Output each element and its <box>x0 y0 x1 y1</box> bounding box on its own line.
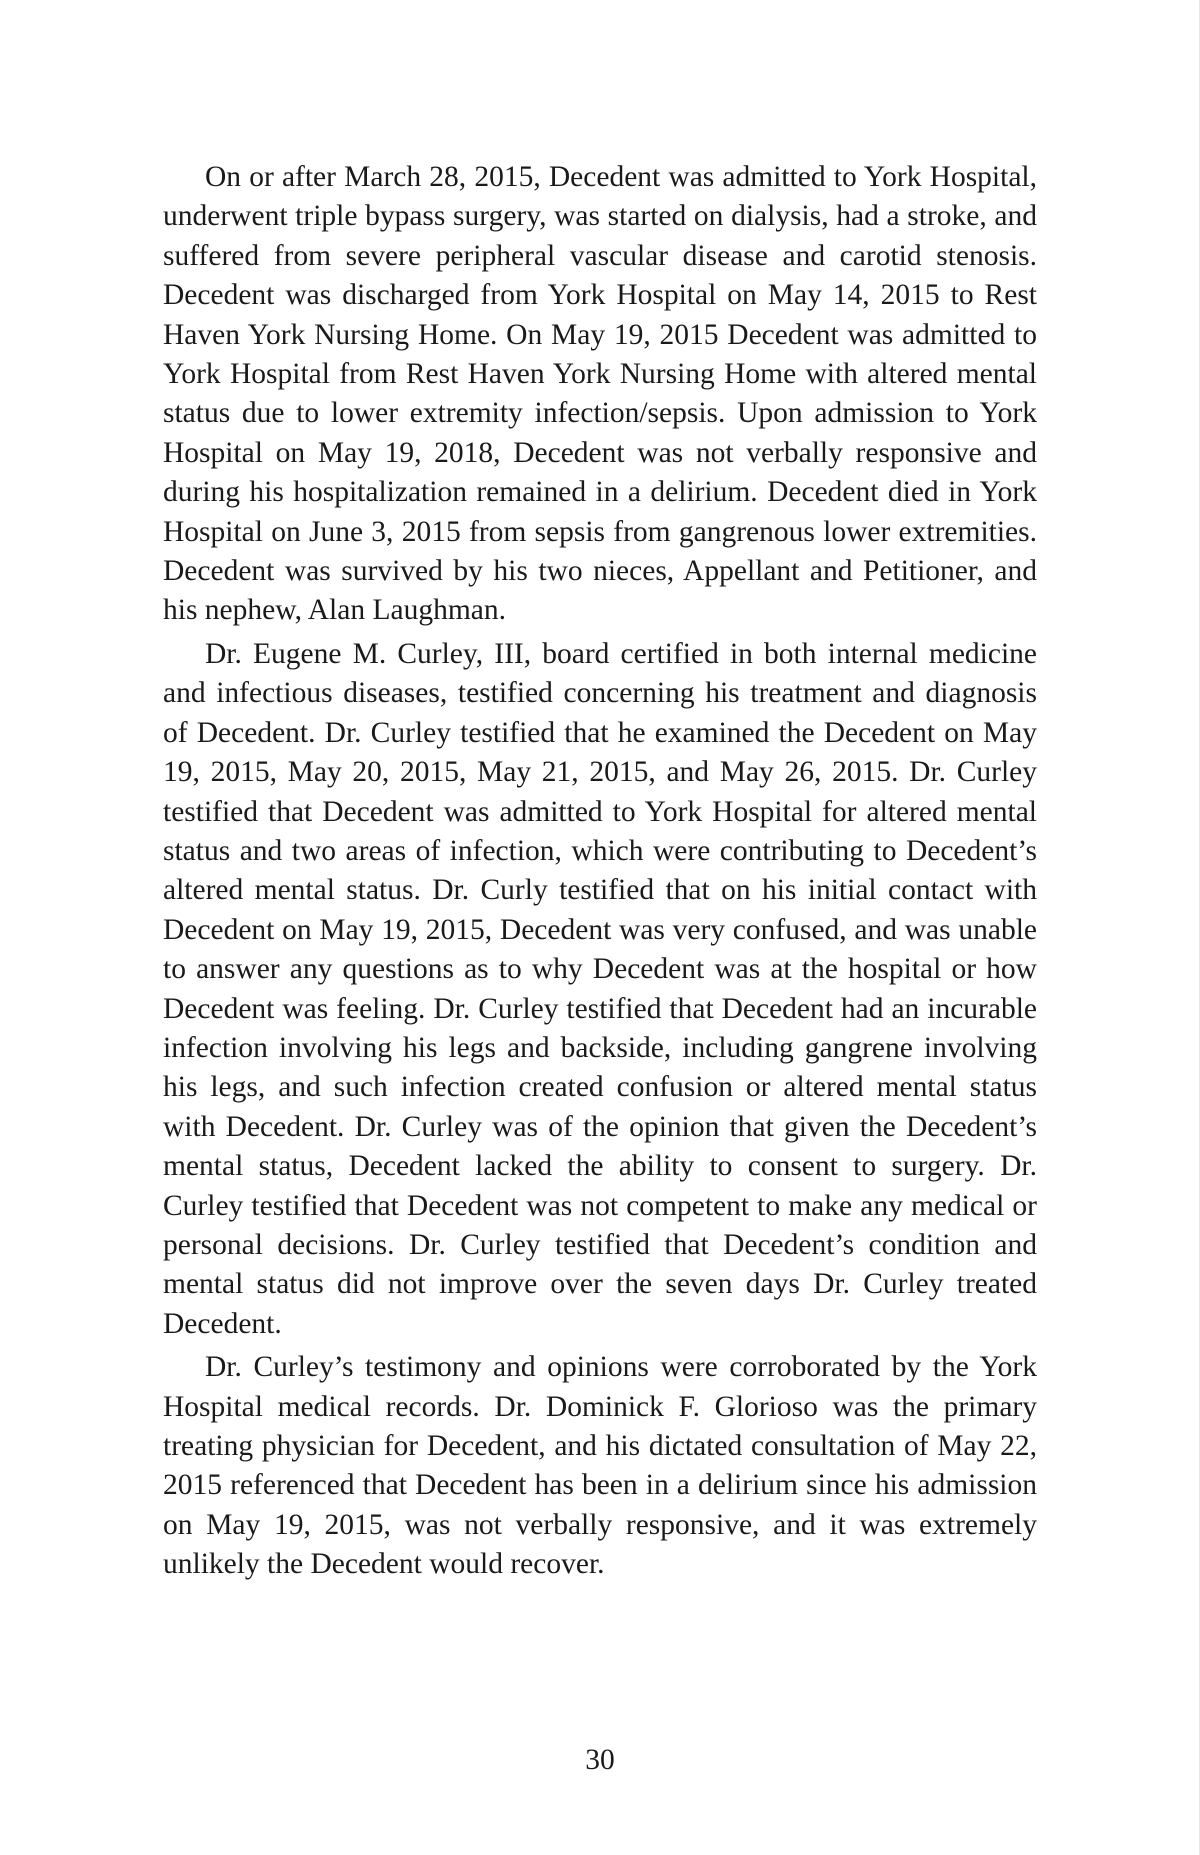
paragraph-2: Dr. Eugene M. Curley, III, board certified in both internal medicine and infectious diseases, testified concerning his treatment and diagnosis of Decedent. Dr. Curley testified that he examined the Decedent on May 19, 2015, May 20, 2015, May 21, 2015, and May 26, 2015. Dr. Curley testified that Decedent was admitted to York Hospital for altered mental status and two areas of infection, which were contributing to Decedent’s altered mental status. Dr. Curly testified that on his initial contact with Decedent on May 19, 2015, Decedent was very confused, and was unable to answer any questions as to why Decedent was at the hospital or how Decedent was feeling. Dr. Curley testified that Decedent had an incurable infection involving his legs and backside, including gangrene involving his legs, and such infection created confusion or altered mental status with Decedent. Dr. Curley was of the opinion that given the Decedent’s mental status, Decedent lacked the ability to consent to surgery. Dr. Curley testified that Decedent was not competent to make any medical or personal decisions. Dr. Curley testified that Decedent’s condition and mental status did not improve over the seven days Dr. Curley treated Decedent. <box>163 637 1037 1340</box>
body-text <box>163 158 1037 1585</box>
paragraph-1: On or after March 28, 2015, Decedent was admitted to York Hospital, underwent triple bypass surgery, was started on dialysis, had a stroke, and suffered from severe peripheral vascular disease and carotid stenosis. Decedent was discharged from York Hospital on May 14, 2015 to Rest Haven York Nursing Home. On May 19, 2015 Decedent was admitted to York Hospital from Rest Haven York Nursing Home with altered mental status due to lower extremity infection/sepsis. Upon admission to York Hospital on May 19, 2018, Decedent was not verbally responsive and during his hospitalization remained in a delirium. Decedent died in York Hospital on June 3, 2015 from sepsis from gangrenous lower extremities. Decedent was survived by his two nieces, Appellant and Petitioner, and his nephew, Alan Laughman. <box>163 161 1037 627</box>
page-number: 30 <box>585 1744 615 1776</box>
paragraph-3: Dr. Curley’s testimony and opinions were corroborated by the York Hospital medical records. Dr. Dominick F. Glorioso was the primary treating physician for Decedent, and his dictated consultation of May 22, 2015 referenced that Decedent has been in a delirium since his admission on May 19, 2015, was not verbally responsive, and it was extremely unlikely the Decedent would recover. <box>163 1351 1037 1581</box>
